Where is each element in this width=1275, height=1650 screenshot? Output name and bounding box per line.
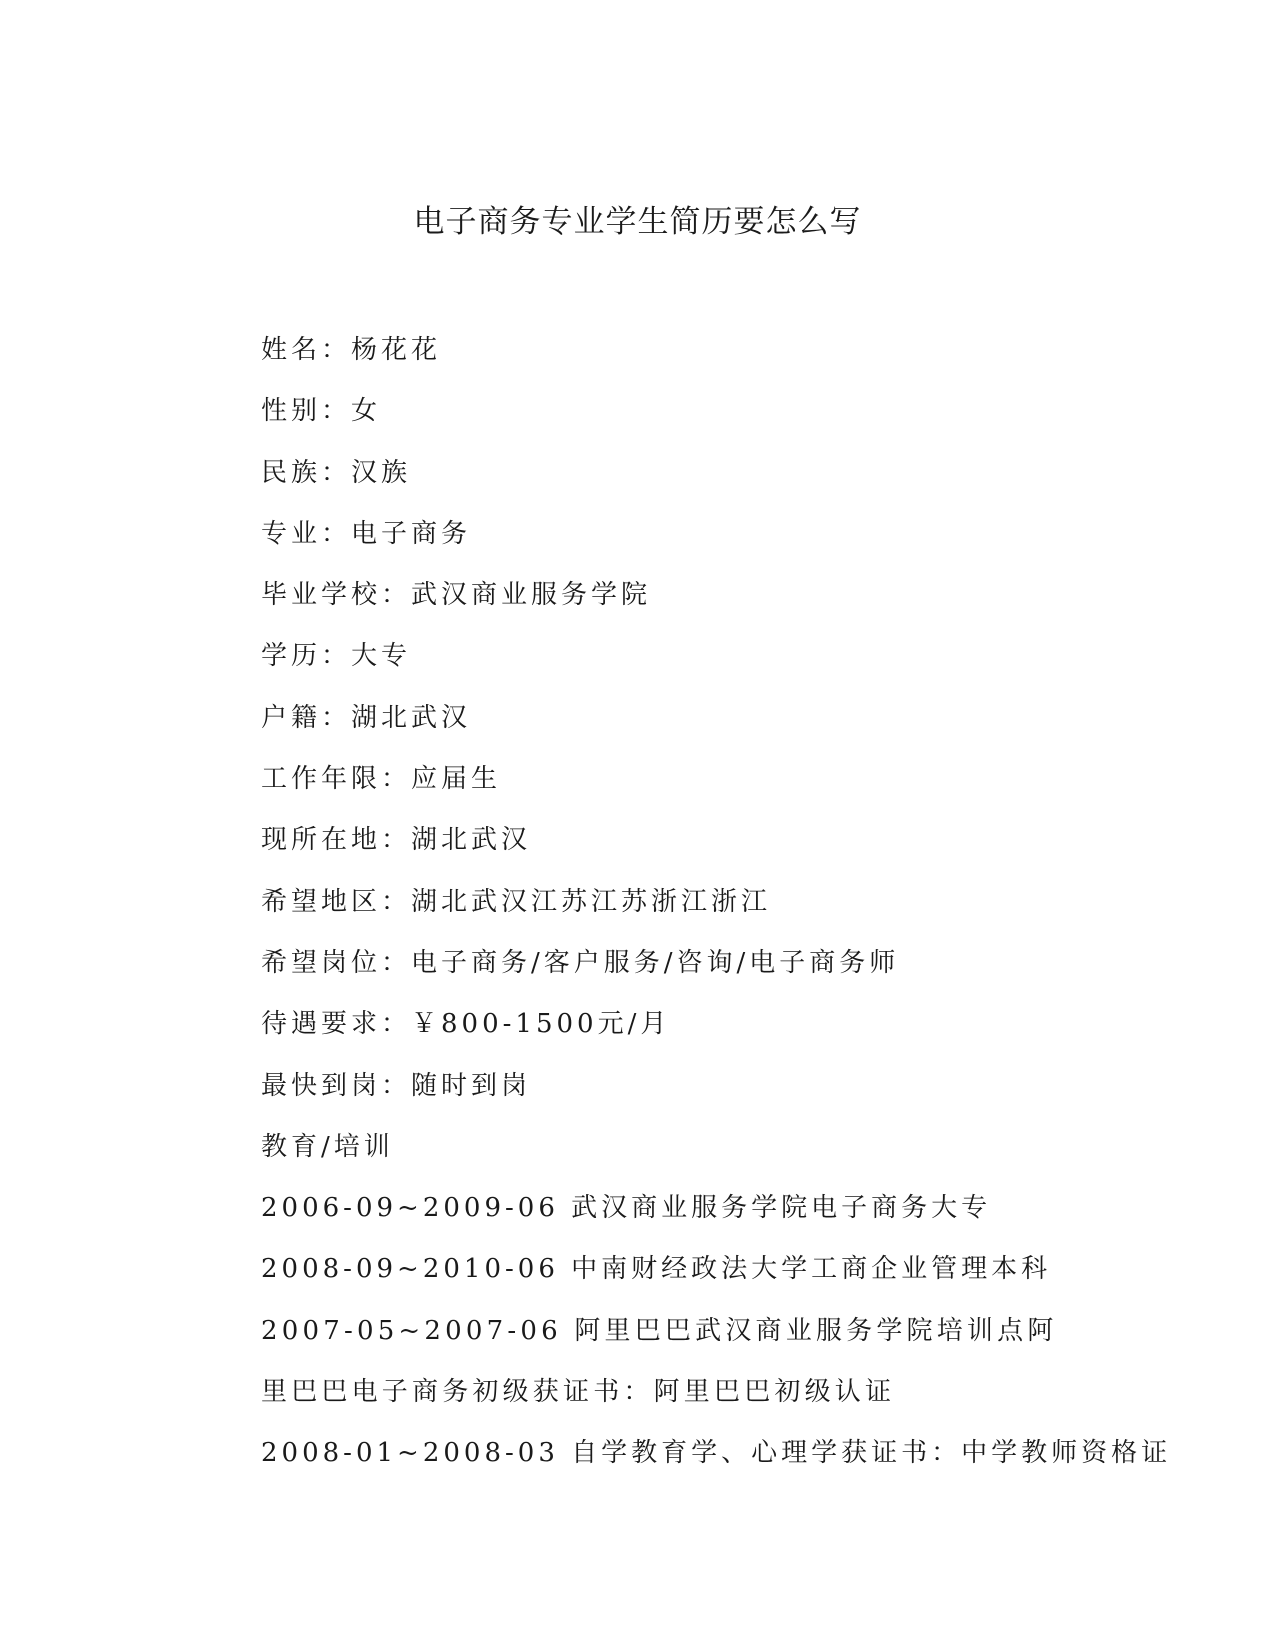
field-work-years: 工作年限：应届生 <box>261 764 502 795</box>
section-education-heading: 教育/培训 <box>261 1131 394 1162</box>
field-hukou: 户籍：湖北武汉 <box>261 702 472 733</box>
document-title: 电子商务专业学生简历要怎么写 <box>413 204 862 240</box>
field-education: 学历：大专 <box>261 641 412 672</box>
field-ethnicity: 民族：汉族 <box>261 457 412 488</box>
resume-body <box>189 320 1172 1485</box>
field-salary: 待遇要求：￥800-1500元/月 <box>261 1009 671 1040</box>
field-desired-position: 希望岗位：电子商务/客户服务/咨询/电子商务师 <box>261 947 900 978</box>
field-start-date: 最快到岗：随时到岗 <box>261 1070 532 1101</box>
field-school: 毕业学校：武汉商业服务学院 <box>261 580 652 611</box>
field-desired-region: 希望地区：湖北武汉江苏江苏浙江浙江 <box>261 886 772 917</box>
field-major: 专业：电子商务 <box>261 518 472 549</box>
training-entry: 2008-01~2008-03 自学教育学、心理学获证书：中学教师资格证 <box>261 1438 1172 1469</box>
field-name: 姓名：杨花花 <box>261 335 442 365</box>
field-gender: 性别：女 <box>261 396 382 427</box>
education-entry: 2006-09~2009-06 武汉商业服务学院电子商务大专 <box>261 1193 992 1224</box>
training-entry: 2007-05~2007-06 阿里巴巴武汉商业服务学院培训点阿里巴巴电子商务初级获证书：阿里巴巴初级认证 <box>261 1315 1058 1408</box>
education-entry: 2008-09~2010-06 中南财经政法大学工商企业管理本科 <box>261 1254 1052 1285</box>
field-current-location: 现所在地：湖北武汉 <box>261 825 532 856</box>
